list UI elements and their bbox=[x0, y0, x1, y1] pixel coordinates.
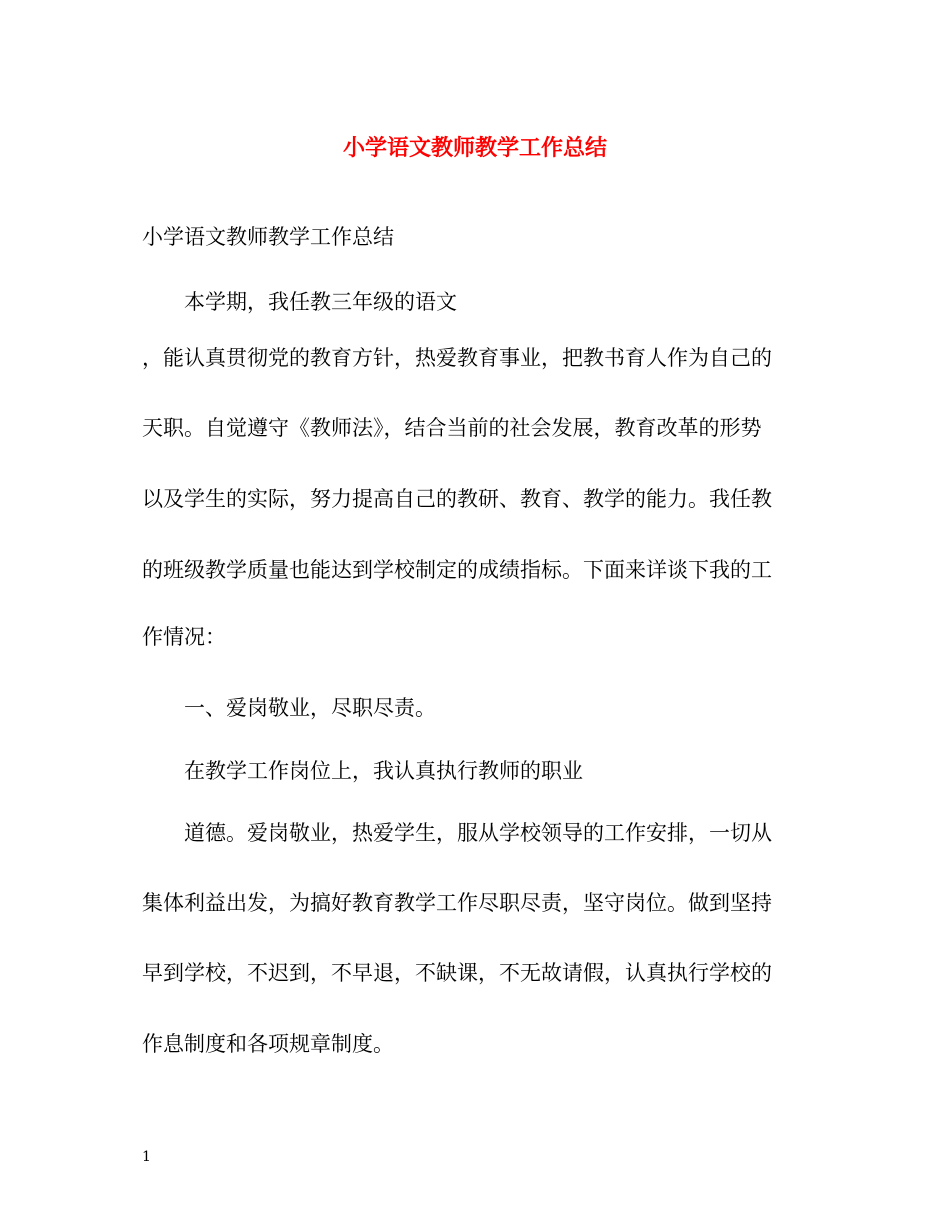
document-title: 小学语文教师教学工作总结 bbox=[342, 135, 607, 161]
paragraph-line: 作情况： bbox=[142, 625, 226, 649]
paragraph-line: ，能认真贯彻党的教育方针，热爱教育事业，把教书育人作为自己的 bbox=[142, 346, 772, 370]
paragraph-line: 集体利益出发，为搞好教育教学工作尽职尽责，坚守岗位。做到坚持 bbox=[142, 891, 772, 915]
paragraph-line: 以及学生的实际，努力提高自己的教研、教育、教学的能力。我任教 bbox=[142, 487, 772, 511]
subtitle-line: 小学语文教师教学工作总结 bbox=[142, 225, 394, 249]
paragraph-line: 本学期，我任教三年级的语文 bbox=[184, 290, 457, 314]
section-heading: 一、爱岗敬业，尽职尽责。 bbox=[184, 696, 436, 720]
paragraph-line: 早到学校，不迟到，不早退，不缺课，不无故请假，认真执行学校的 bbox=[142, 961, 772, 985]
paragraph-line: 在教学工作岗位上，我认真执行教师的职业 bbox=[184, 759, 583, 783]
paragraph-line: 道德。爱岗敬业，热爱学生，服从学校领导的工作安排，一切从 bbox=[184, 821, 772, 845]
paragraph-line: 作息制度和各项规章制度。 bbox=[142, 1032, 394, 1056]
page-number: 1 bbox=[142, 1149, 151, 1165]
paragraph-line: 的班级教学质量也能达到学校制定的成绩指标。下面来详谈下我的工 bbox=[142, 558, 772, 582]
paragraph-line: 天职。自觉遵守《教师法》，结合当前的社会发展，教育改革的形势 bbox=[142, 416, 762, 440]
